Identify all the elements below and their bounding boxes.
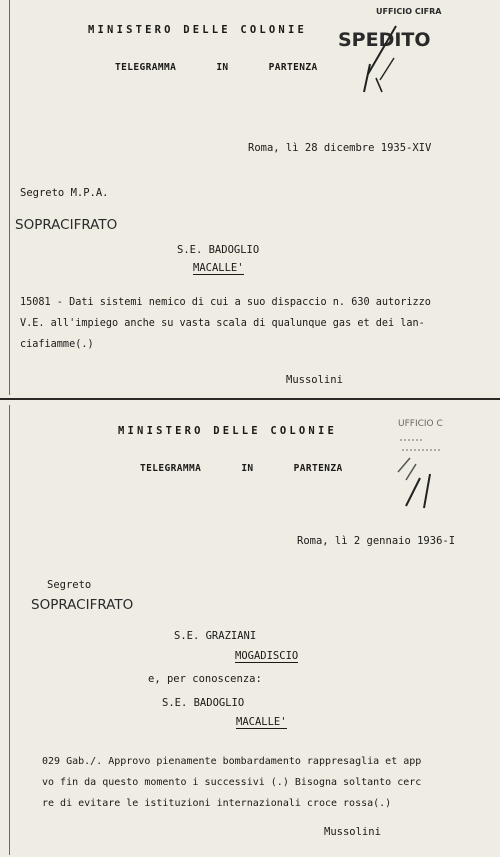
cc-label: e, per conoscenza: bbox=[148, 673, 262, 685]
message-line: ciafiamme(.) bbox=[20, 339, 94, 350]
paper-edge-line bbox=[9, 0, 10, 395]
recipient-place: MACALLE' bbox=[193, 262, 244, 274]
paper-edge-line bbox=[9, 405, 10, 855]
telegram-type-label: TELEGRAMMA IN PARTENZA bbox=[140, 463, 343, 474]
ministry-header: MINISTERO DELLE COLONIE bbox=[118, 425, 337, 437]
cipher-stamp: SOPRACIFRATO bbox=[31, 597, 134, 613]
recipient-name: S.E. BADOGLIO bbox=[177, 244, 260, 256]
office-stamp: UFFICIO C bbox=[398, 419, 443, 429]
recipient-place: MOGADISCIO bbox=[235, 650, 299, 662]
message-line: V.E. all'impiego anche su vasta scala di qualunque gas et dei lan- bbox=[20, 318, 425, 329]
secrecy-label: Segreto M.P.A. bbox=[20, 187, 109, 199]
telegram-type bbox=[140, 463, 343, 475]
signature: Mussolini bbox=[324, 826, 381, 838]
message-line: re di evitare le istituzioni internazionali croce rossa(.) bbox=[42, 798, 392, 809]
recipient-name: S.E. GRAZIANI bbox=[174, 630, 257, 642]
cc-place: MACALLE' bbox=[236, 716, 287, 728]
telegram-type-label: TELEGRAMMA IN PARTENZA bbox=[115, 62, 318, 73]
message-line: vo fin da questo momento i successivi (.) Bisogna soltanto cerc bbox=[42, 777, 422, 788]
date-line: Roma, lì 2 gennaio 1936-I bbox=[297, 535, 456, 547]
cipher-stamp: SOPRACIFRATO bbox=[15, 217, 118, 233]
signature: Mussolini bbox=[286, 374, 343, 386]
message-line: 15081 - Dati sistemi nemico di cui a suo dispaccio n. 630 autorizzo bbox=[20, 297, 431, 308]
sent-stamp: SPEDITO bbox=[338, 29, 431, 51]
message-body bbox=[42, 751, 421, 814]
stamp-strokes bbox=[380, 420, 470, 510]
message-body bbox=[20, 292, 431, 355]
secrecy-label: Segreto bbox=[47, 579, 92, 591]
page-divider bbox=[0, 398, 500, 400]
message-line: 029 Gab./. Approvo pienamente bombardamento rappresaglia et app bbox=[42, 756, 422, 767]
office-stamp: UFFICIO CIFRA bbox=[376, 7, 442, 16]
telegram-type bbox=[115, 62, 318, 74]
ministry-header: MINISTERO DELLE COLONIE bbox=[88, 24, 307, 36]
cc-recipient: S.E. BADOGLIO bbox=[162, 697, 245, 709]
date-line: Roma, lì 28 dicembre 1935-XIV bbox=[248, 142, 432, 154]
stamp-strokes bbox=[356, 18, 416, 98]
